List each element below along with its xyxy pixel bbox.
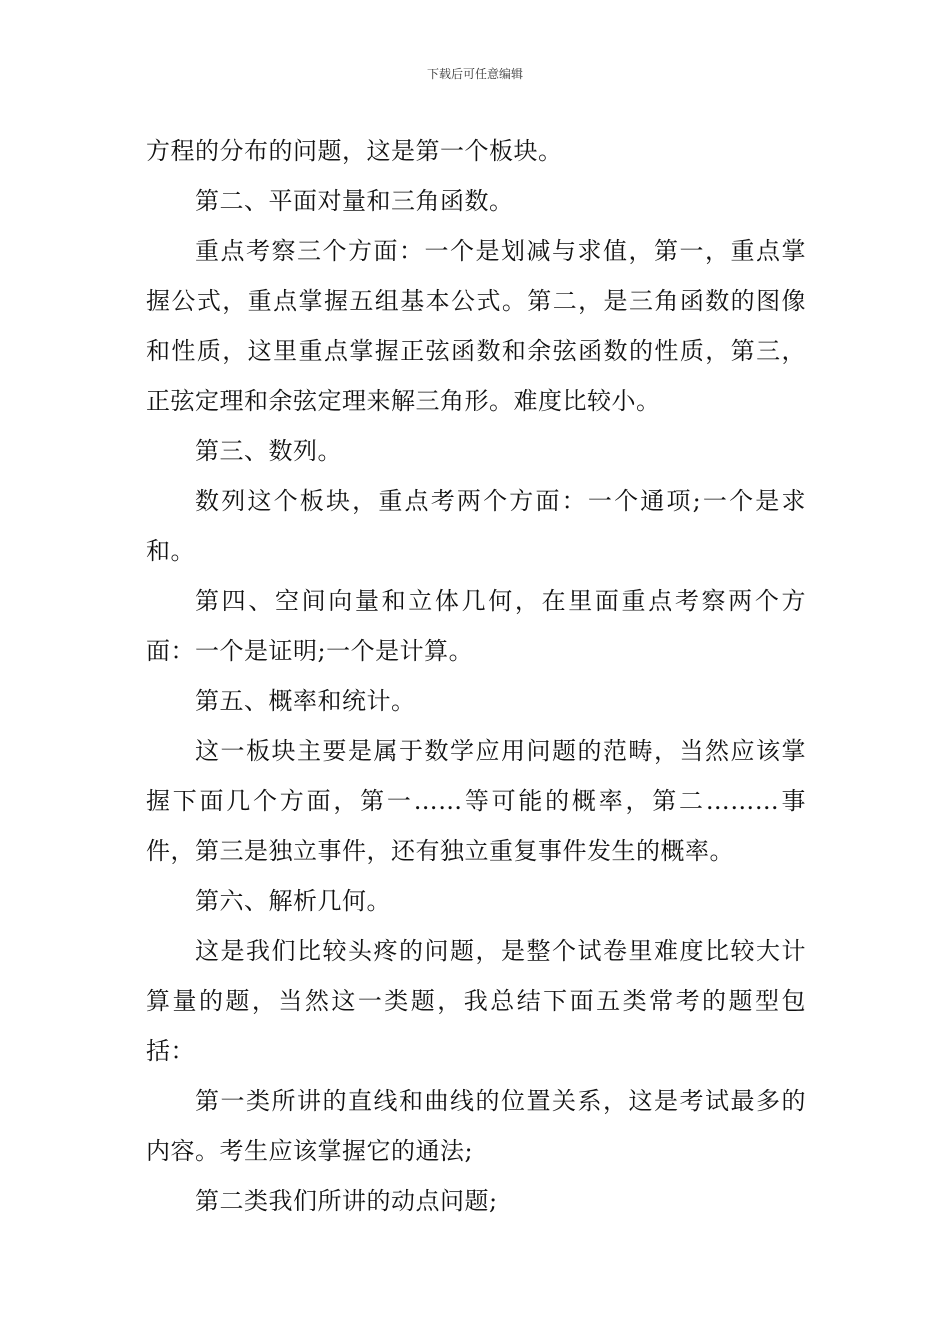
paragraph-1: 方程的分布的问题，这是第一个板块。	[146, 137, 563, 165]
paragraph-3: 重点考察三个方面：一个是划减与求值，第一，重点掌握公式，重点掌握五组基本公式。第二，是三角函数的图像和性质，这里重点掌握正弦函数和余弦函数的性质，第三，正弦定理和余弦定理来解三角形。难度比较小。	[146, 237, 806, 415]
paragraph-10: 这是我们比较头疼的问题，是整个试卷里难度比较大计算量的题，当然这一类题，我总结下面五类常考的题型包括：	[146, 937, 806, 1065]
paragraph-12: 第二类我们所讲的动点问题;	[195, 1187, 498, 1215]
paragraph-4-section-heading: 第三、数列。	[195, 437, 342, 465]
paragraph-9-section-heading: 第六、解析几何。	[195, 887, 391, 915]
paragraph-8: 这一板块主要是属于数学应用问题的范畴，当然应该掌握下面几个方面，第一……等可能的概率，第二………事件，第三是独立事件，还有独立重复事件发生的概率。	[146, 737, 806, 865]
document-body	[146, 126, 806, 1226]
page-header: 下载后可任意编辑	[426, 67, 523, 81]
paragraph-6: 第四、空间向量和立体几何，在里面重点考察两个方面：一个是证明;一个是计算。	[146, 587, 806, 665]
paragraph-11: 第一类所讲的直线和曲线的位置关系，这是考试最多的内容。考生应该掌握它的通法;	[146, 1087, 806, 1165]
paragraph-2-section-heading: 第二、平面对量和三角函数。	[195, 187, 514, 215]
paragraph-5: 数列这个板块，重点考两个方面：一个通项;一个是求和。	[146, 487, 806, 565]
paragraph-7-section-heading: 第五、概率和统计。	[195, 687, 416, 715]
